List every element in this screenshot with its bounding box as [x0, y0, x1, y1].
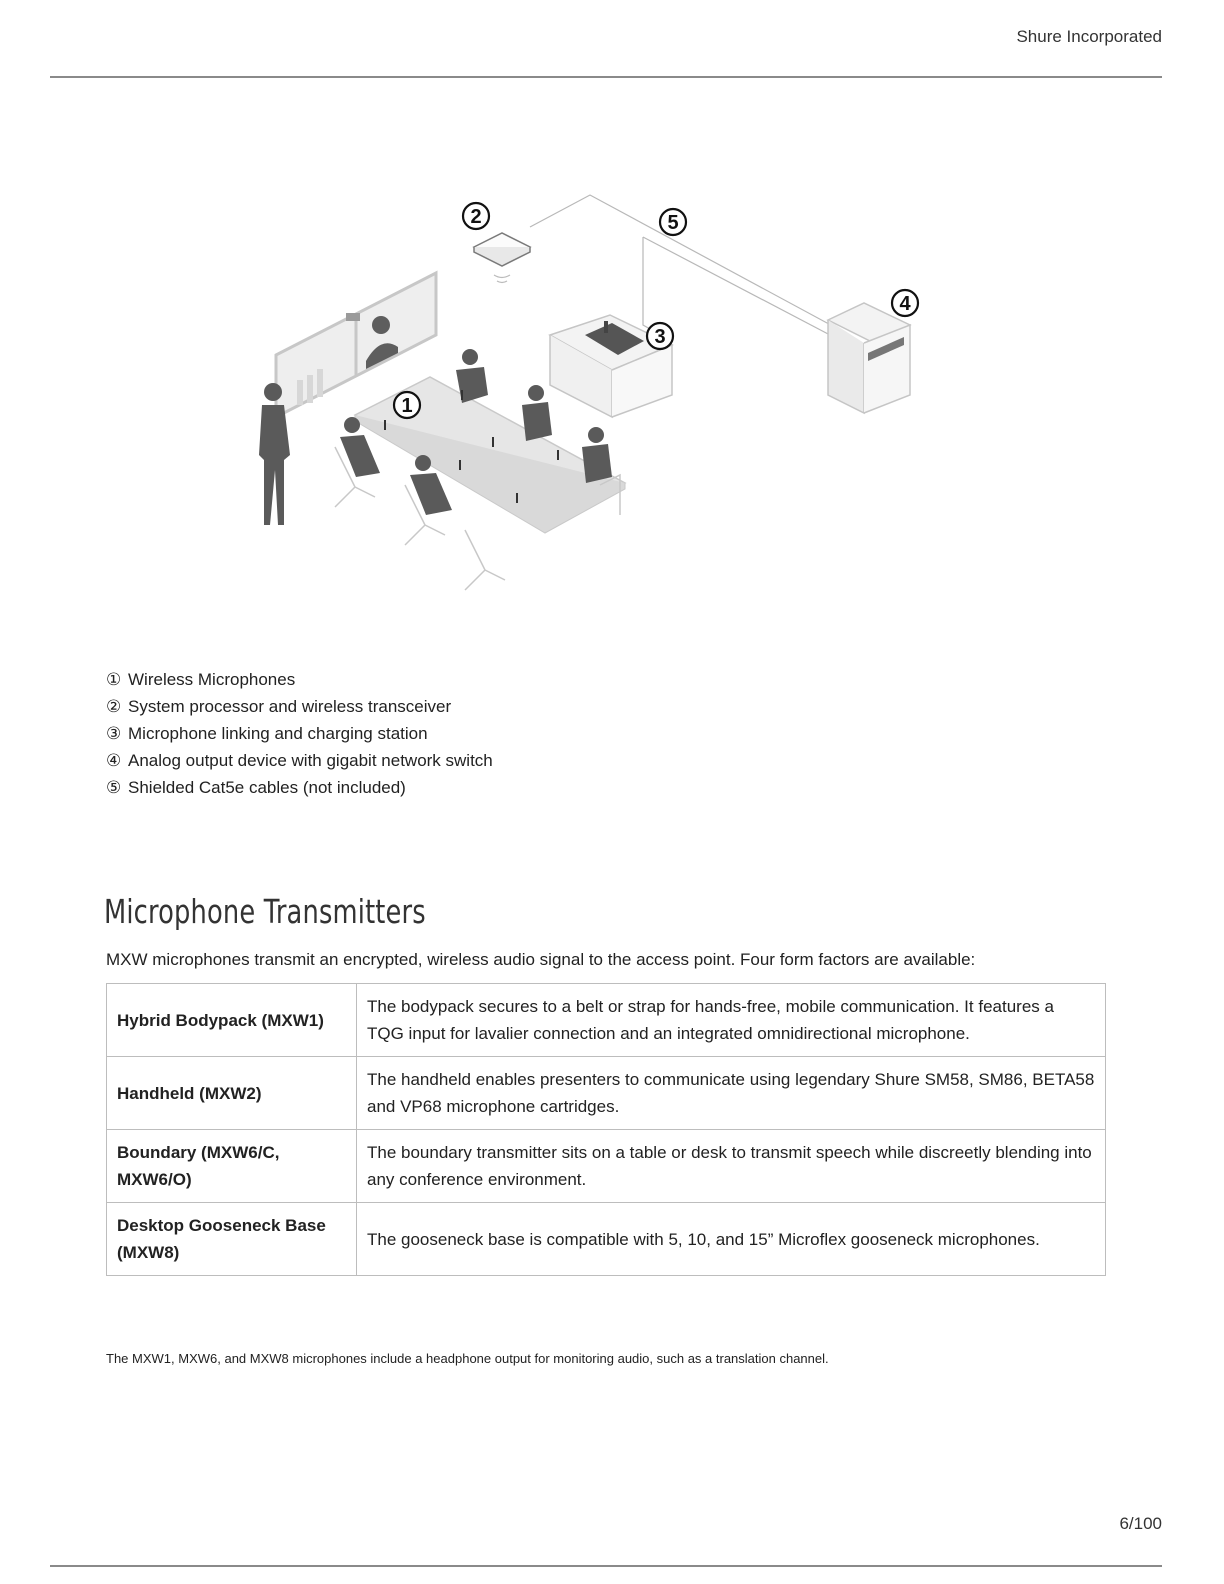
- legend-item: [106, 695, 493, 722]
- figure-legend: [106, 668, 493, 803]
- form-factor-name: Boundary (MXW6/C, MXW6/O): [107, 1130, 357, 1203]
- table-row: [107, 984, 1106, 1057]
- cable-line: [643, 237, 650, 329]
- form-factor-table: [106, 983, 1106, 1276]
- legend-label: Microphone linking and charging station: [128, 724, 428, 743]
- table-row: [107, 1203, 1106, 1276]
- form-factor-description: The handheld enables presenters to communicate using legendary Shure SM58, SM86, BETA58 and VP68 microphone cartridges.: [357, 1057, 1106, 1130]
- table-row: [107, 1130, 1106, 1203]
- callout-5: 5: [667, 212, 679, 234]
- form-factor-name: Handheld (MXW2): [107, 1057, 357, 1130]
- legend-label: Analog output device with gigabit network switch: [128, 751, 493, 770]
- callout-3: 3: [654, 326, 666, 348]
- header-company: Shure Incorporated: [1016, 27, 1162, 46]
- callout-2: 2: [470, 206, 482, 228]
- legend-item: [106, 776, 493, 803]
- legend-number: ②: [106, 697, 122, 716]
- section-title: Microphone Transmitters: [104, 892, 426, 931]
- legend-item: [106, 722, 493, 749]
- footnote: The MXW1, MXW6, and MXW8 microphones include a headphone output for monitoring audio, such as a translation channel.: [106, 1351, 829, 1366]
- form-factor-name: Hybrid Bodypack (MXW1): [107, 984, 357, 1057]
- legend-label: Wireless Microphones: [128, 670, 296, 689]
- page-number: 6/100: [1119, 1514, 1162, 1533]
- form-factor-description: The boundary transmitter sits on a table or desk to transmit speech while discreetly blending into any conference environment.: [357, 1130, 1106, 1203]
- section-intro: MXW microphones transmit an encrypted, wireless audio signal to the access point. Four form factors are available:: [106, 950, 976, 969]
- header-rule: [50, 76, 1162, 78]
- rack-unit-icon: [828, 303, 910, 413]
- form-factor-description: The bodypack secures to a belt or strap for hands-free, mobile communication. It features a TQG input for lavalier connection and an integrated omnidirectional microphone.: [357, 984, 1106, 1057]
- cable-line: [643, 237, 830, 335]
- form-factor-description: The gooseneck base is compatible with 5, 10, and 15” Microflex gooseneck microphones.: [357, 1203, 1106, 1276]
- footer-rule: [50, 1565, 1162, 1567]
- legend-number: ⑤: [106, 778, 122, 797]
- callout-1: 1: [401, 395, 413, 417]
- legend-label: Shielded Cat5e cables (not included): [128, 778, 406, 797]
- legend-item: [106, 668, 493, 695]
- table-row: [107, 1057, 1106, 1130]
- system-diagram: [240, 185, 940, 605]
- form-factor-name: Desktop Gooseneck Base (MXW8): [107, 1203, 357, 1276]
- legend-label: System processor and wireless transceiver: [128, 697, 452, 716]
- access-point-icon: [474, 233, 530, 283]
- legend-number: ①: [106, 670, 122, 689]
- legend-number: ③: [106, 724, 122, 743]
- legend-number: ④: [106, 751, 122, 770]
- legend-item: [106, 749, 493, 776]
- callout-4: 4: [899, 293, 911, 315]
